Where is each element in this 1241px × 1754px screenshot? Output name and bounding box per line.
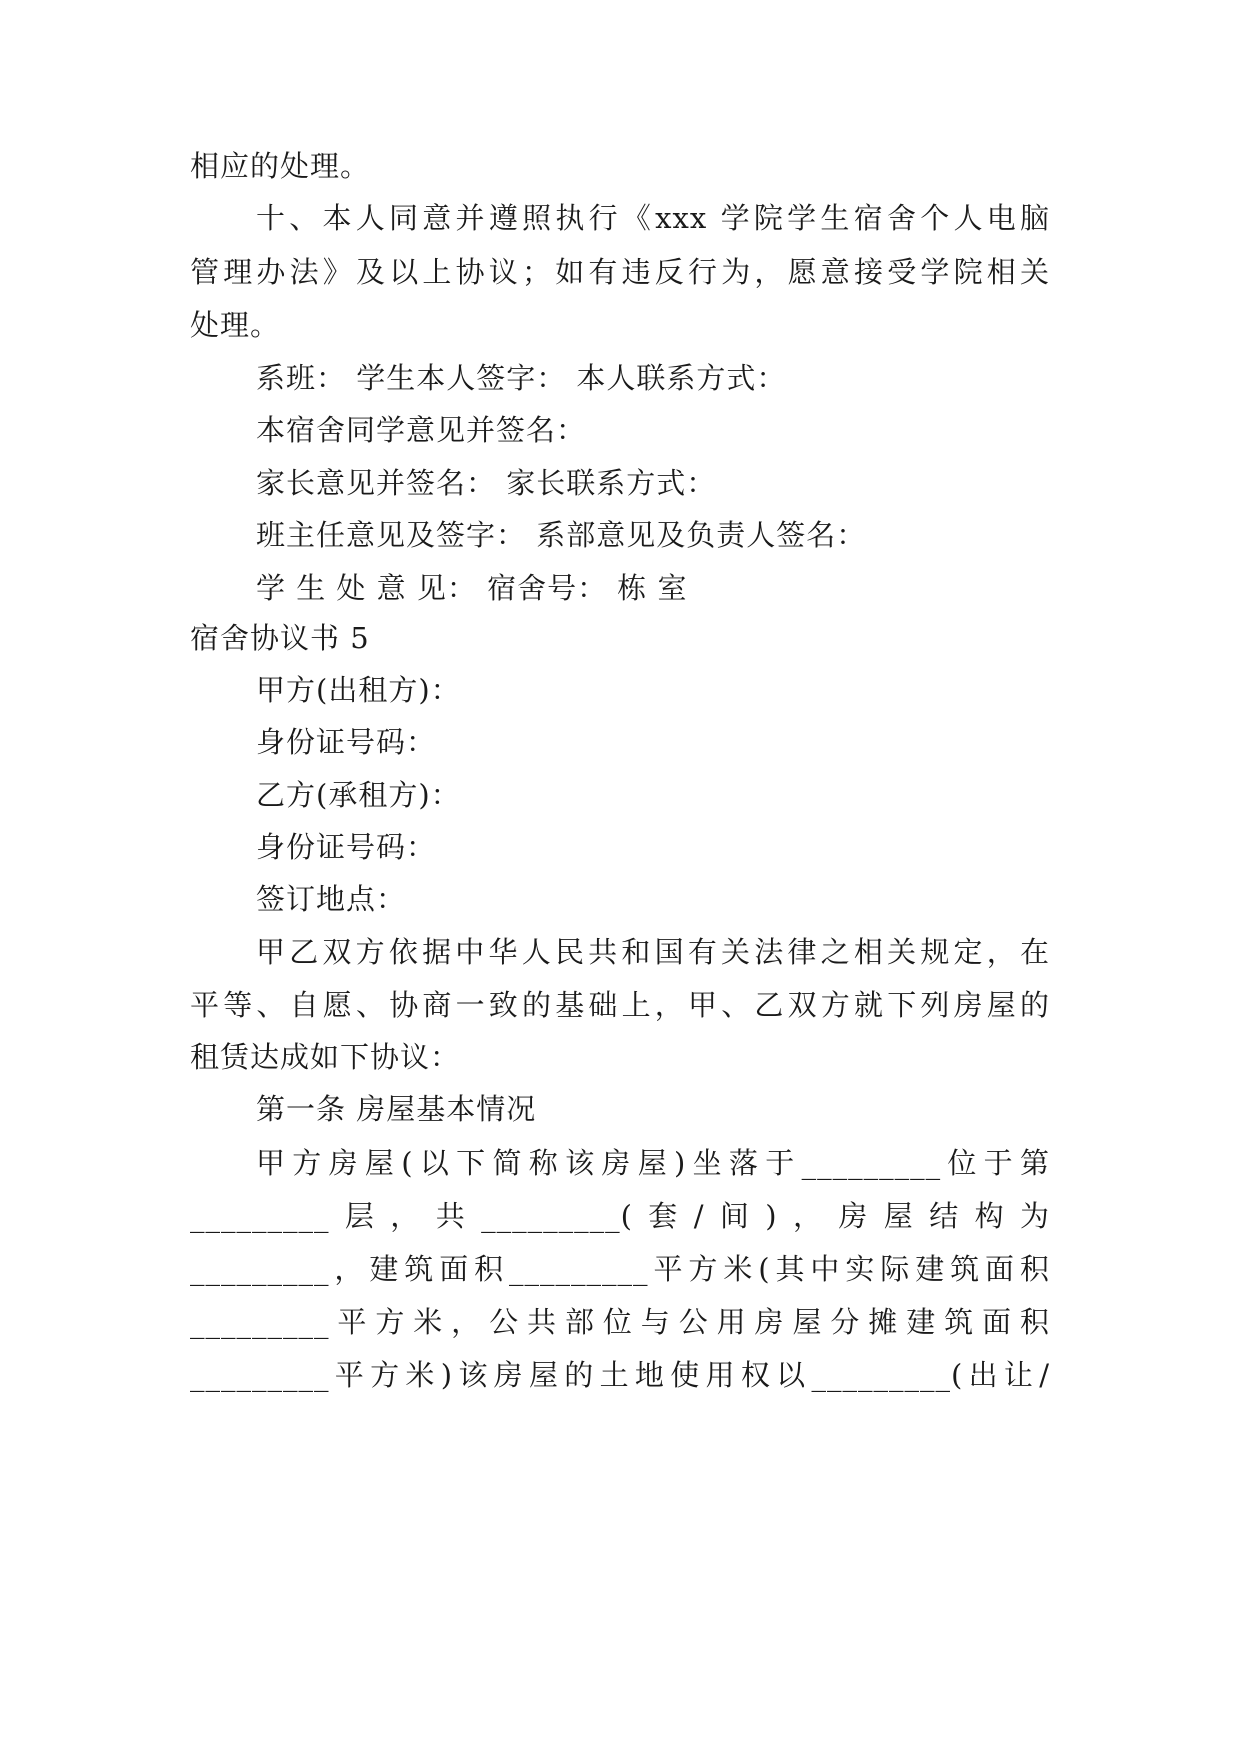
text-line: 甲方(出租方)： — [256, 673, 461, 707]
text-line: 家长意见并签名： 家长联系方式： — [256, 466, 717, 500]
text-line: 平等、自愿、协商一致的基础上，甲、乙双方就下列房屋的 — [190, 988, 1050, 1022]
article-heading: 第一条 房屋基本情况 — [256, 1092, 537, 1126]
text-line: _________平方米，公共部位与公用房屋分摊建筑面积 — [190, 1305, 1050, 1339]
text-line: 本宿舍同学意见并签名： — [256, 413, 587, 447]
text-line: 处理。 — [190, 308, 281, 342]
text-line: _________，建筑面积_________平方米(其中实际建筑面积 — [190, 1252, 1050, 1286]
text-line: _________平方米)该房屋的土地使用权以_________(出让/ — [190, 1358, 1050, 1392]
text-line: 身份证号码： — [256, 830, 437, 864]
text-line: 相应的处理。 — [190, 149, 371, 183]
section-heading: 宿舍协议书 5 — [190, 621, 370, 655]
text-line: 班主任意见及签字： 系部意见及负责人签名： — [256, 518, 867, 552]
text-line: 签订地点： — [256, 882, 407, 916]
text-line: 学 生 处 意 见： 宿舍号： 栋 室 — [256, 571, 688, 605]
text-line: 租赁达成如下协议： — [190, 1040, 461, 1074]
text-line: 十、本人同意并遵照执行《xxx 学院学生宿舍个人电脑 — [256, 201, 1050, 235]
text-line: 乙方(承租方)： — [256, 778, 461, 812]
text-line: 甲乙双方依据中华人民共和国有关法律之相关规定，在 — [256, 935, 1050, 969]
text-line: 甲方房屋(以下简称该房屋)坐落于_________位于第 — [256, 1146, 1050, 1180]
text-line: 系班： 学生本人签字： 本人联系方式： — [256, 361, 787, 395]
text-line: 管理办法》及以上协议；如有违反行为，愿意接受学院相关 — [190, 255, 1050, 289]
text-line: _________层，共_________(套/间)，房屋结构为 — [190, 1199, 1050, 1233]
text-line: 身份证号码： — [256, 725, 437, 759]
